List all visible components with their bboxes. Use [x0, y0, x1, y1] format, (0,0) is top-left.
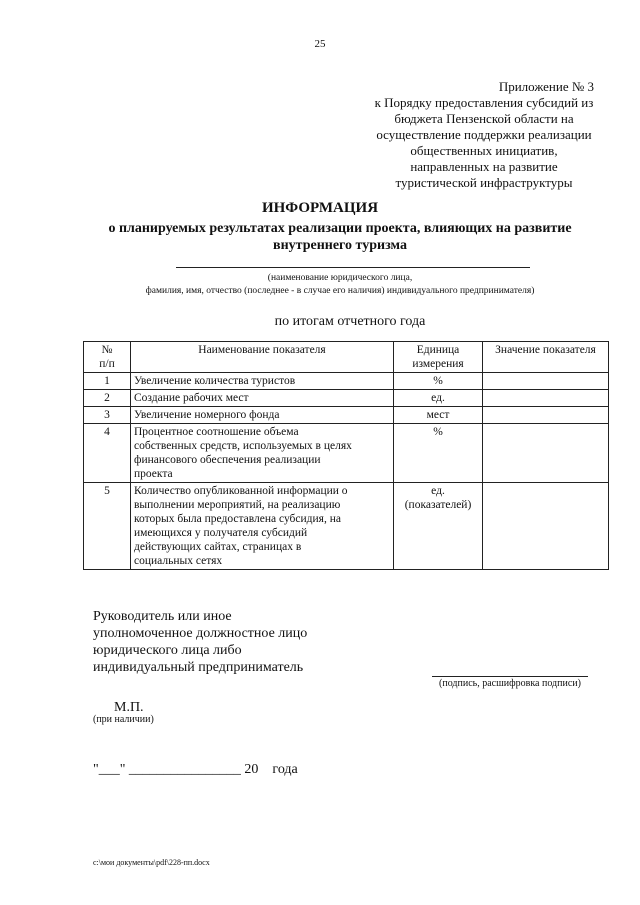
indicators-table: [83, 341, 609, 570]
cell-unit-line: (показателей): [404, 499, 472, 511]
cell-unit: мест: [394, 407, 483, 424]
appendix-line: туристической инфраструктуры: [395, 175, 573, 190]
cell-unit: %: [394, 373, 483, 390]
cell-name-line: проекта: [134, 468, 173, 480]
table-row: [84, 483, 609, 570]
header-unit: [394, 342, 483, 373]
cell-name: [131, 424, 394, 483]
cell-num: 4: [84, 424, 131, 483]
signature-line[interactable]: [432, 676, 588, 677]
cell-unit: [394, 483, 483, 570]
cell-name-line: имеющихся у получателя субсидий: [134, 527, 308, 539]
cell-value[interactable]: [483, 424, 609, 483]
signer-line: уполномоченное должностное лицо: [93, 626, 308, 641]
stamp-note: (при наличии): [93, 714, 154, 725]
appendix-line: осуществление поддержки реализации: [376, 127, 592, 142]
footer-file-path: c:\мои документы\pdf\228-пп.docx: [93, 858, 210, 867]
appendix-line: бюджета Пензенской области на: [394, 111, 574, 126]
entity-caption-line: фамилия, имя, отчество (последнее - в случае его наличия) индивидуального предпринимателя): [145, 286, 535, 296]
entity-caption-line: (наименование юридического лица,: [267, 273, 413, 283]
cell-name: Создание рабочих мест: [131, 390, 394, 407]
cell-unit-line: ед.: [431, 485, 445, 497]
document-title: ИНФОРМАЦИЯ: [261, 200, 379, 216]
table-row: [84, 407, 609, 424]
appendix-line: к Порядку предоставления субсидий из: [374, 95, 594, 110]
signature-caption: (подпись, расшифровка подписи): [439, 678, 581, 689]
cell-unit: ед.: [394, 390, 483, 407]
cell-value[interactable]: [483, 390, 609, 407]
cell-name: Увеличение количества туристов: [131, 373, 394, 390]
appendix-line: общественных инициатив,: [410, 143, 558, 158]
cell-name: [131, 483, 394, 570]
cell-name-line: собственных средств, используемых в целях: [134, 440, 352, 452]
stamp-label: М.П.: [114, 700, 144, 715]
cell-num: 2: [84, 390, 131, 407]
cell-value[interactable]: [483, 407, 609, 424]
signer-line: индивидуальный предприниматель: [93, 660, 304, 675]
header-unit-line: измерения: [412, 358, 464, 370]
cell-name: Увеличение номерного фонда: [131, 407, 394, 424]
cell-name-line: социальных сетях: [134, 555, 223, 567]
table-row: [84, 424, 609, 483]
signer-block: [93, 608, 307, 676]
cell-name-line: которых была предоставлена субсидия, на: [134, 513, 341, 525]
entity-name-line: [176, 267, 530, 268]
document-subtitle: [40, 220, 640, 254]
appendix-line: направленных на развитие: [410, 159, 558, 174]
cell-value[interactable]: [483, 483, 609, 570]
cell-name-line: выполнении мероприятий, на реализацию: [134, 499, 341, 511]
header-num: [84, 342, 131, 373]
subtitle-line: о планируемых результатах реализации проекта, влияющих на развитие: [108, 221, 572, 236]
date-line[interactable]: "___" ________________ 20 года: [93, 762, 298, 777]
cell-num: 3: [84, 407, 131, 424]
header-name: Наименование показателя: [131, 342, 394, 373]
cell-name-line: действующих сайтах, страницах в: [134, 541, 302, 553]
cell-value[interactable]: [483, 373, 609, 390]
cell-num: 1: [84, 373, 131, 390]
page-number: 25: [314, 38, 326, 50]
header-num-line: п/п: [99, 358, 115, 370]
cell-num: 5: [84, 483, 131, 570]
table-row: [84, 373, 609, 390]
appendix-heading: [360, 79, 608, 191]
cell-name-line: Количество опубликованной информации о: [134, 485, 348, 497]
header-num-line: №: [101, 344, 113, 356]
cell-unit: %: [394, 424, 483, 483]
signer-line: юридического лица либо: [93, 643, 242, 658]
table-header-row: [84, 342, 609, 373]
cell-name-line: Процентное соотношение объема: [134, 426, 299, 438]
header-unit-line: Единица: [416, 344, 460, 356]
cell-name-line: финансового обеспечения реализации: [134, 454, 321, 466]
entity-caption: [40, 272, 640, 298]
signer-line: Руководитель или иное: [93, 609, 232, 624]
table-row: [84, 390, 609, 407]
header-value: Значение показателя: [483, 342, 609, 373]
reporting-period: по итогам отчетного года: [274, 314, 426, 329]
subtitle-line: внутреннего туризма: [273, 238, 407, 253]
appendix-line: Приложение № 3: [498, 79, 594, 94]
